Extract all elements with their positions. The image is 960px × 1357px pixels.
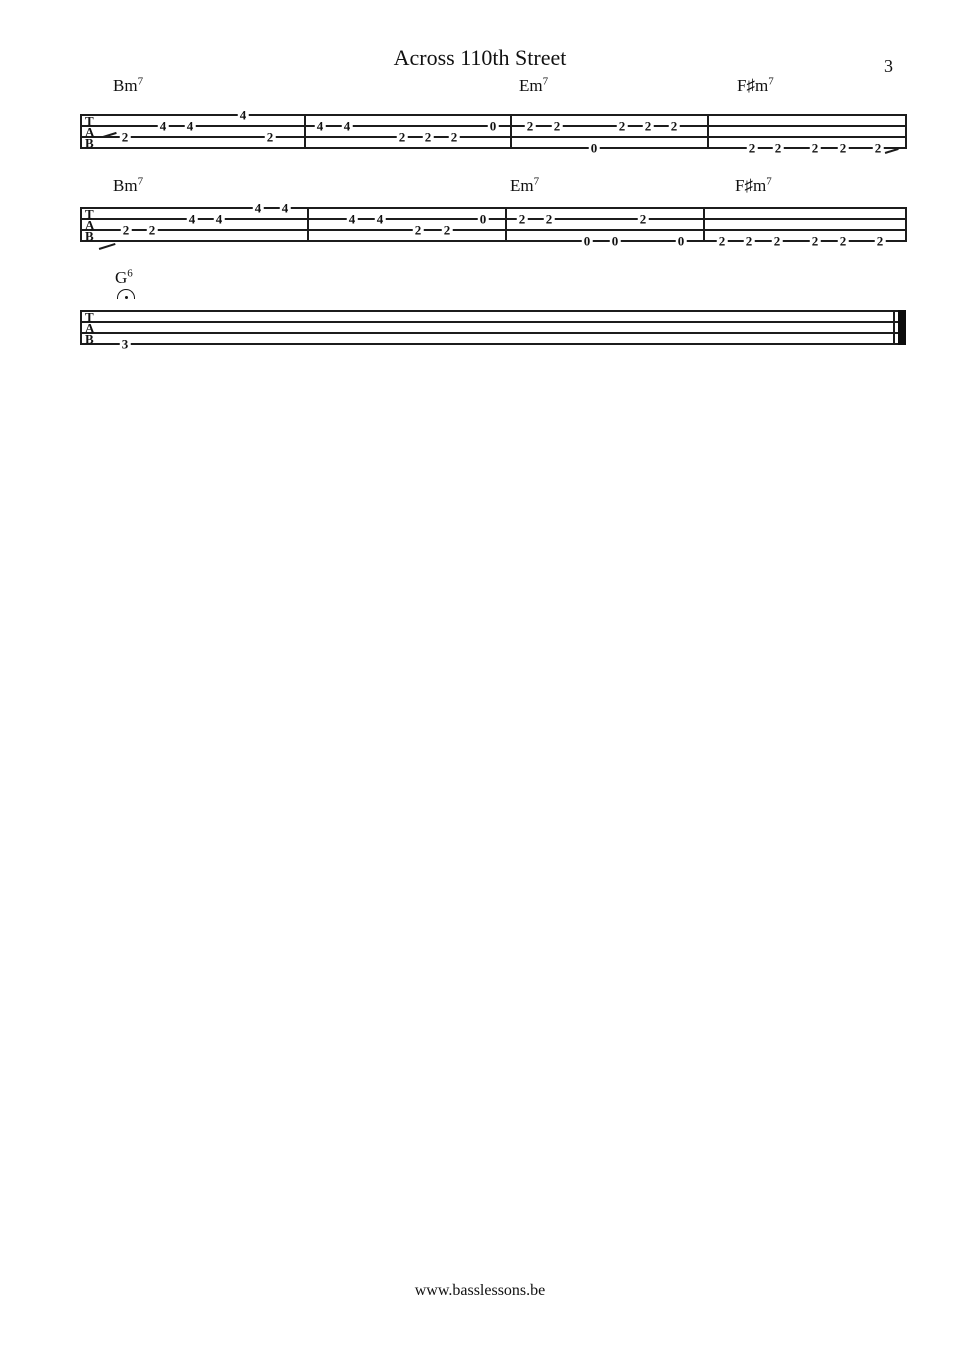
staff-line (80, 321, 905, 323)
chord-label (113, 177, 143, 194)
chord-label (735, 177, 772, 194)
barline (510, 114, 512, 149)
tab-clef-letter: B (85, 331, 94, 346)
chord-root: F♯m (735, 176, 767, 195)
chord-label (737, 77, 774, 94)
fret-number: 4 (376, 211, 384, 227)
fret-number: 0 (583, 233, 591, 249)
fret-number: 4 (254, 200, 262, 216)
fret-number: 2 (839, 140, 847, 156)
staff-line (80, 310, 905, 312)
fret-number: 2 (148, 222, 156, 238)
fret-number: 2 (644, 118, 652, 134)
fret-number: 2 (424, 129, 432, 145)
chord-root: Bm (113, 176, 138, 195)
chord-root: Em (510, 176, 534, 195)
staff-line (80, 207, 905, 209)
chord-extension: 7 (768, 75, 774, 88)
tab-clef-letter: T (85, 113, 94, 128)
tab-clef-letter: A (85, 124, 95, 139)
fret-number: 2 (266, 129, 274, 145)
chord-root: F♯m (737, 76, 769, 95)
fret-number: 4 (215, 211, 223, 227)
fret-number: 2 (518, 211, 526, 227)
fret-number: 2 (774, 140, 782, 156)
barline (80, 310, 82, 345)
fret-number: 4 (281, 200, 289, 216)
fret-number: 2 (639, 211, 647, 227)
fret-number: 2 (876, 233, 884, 249)
fret-number: 4 (316, 118, 324, 134)
fret-number: 4 (188, 211, 196, 227)
page-title: Across 110th Street (393, 45, 567, 70)
barline (505, 207, 507, 242)
fret-number: 2 (553, 118, 561, 134)
fret-number: 2 (773, 233, 781, 249)
fret-number: 4 (348, 211, 356, 227)
page-number: 3 (884, 56, 893, 76)
fret-number: 0 (611, 233, 619, 249)
fret-number: 2 (745, 233, 753, 249)
slide-mark (99, 243, 115, 250)
fret-number: 2 (414, 222, 422, 238)
fret-number: 2 (811, 233, 819, 249)
staff-line (80, 114, 905, 116)
fret-number: 0 (590, 140, 598, 156)
fret-number: 0 (677, 233, 685, 249)
barline (905, 114, 907, 149)
tab-clef-letter: B (85, 228, 94, 243)
fret-number: 2 (398, 129, 406, 145)
tab-clef-letter: A (85, 217, 95, 232)
staff-line (80, 343, 905, 345)
fret-number: 2 (618, 118, 626, 134)
barline (80, 207, 82, 242)
fret-number: 2 (545, 211, 553, 227)
fret-number: 4 (239, 107, 247, 123)
chord-extension: 7 (533, 175, 540, 188)
staff-line (80, 332, 905, 334)
tab-clef-letter: A (85, 320, 95, 335)
fermata-dot-icon (125, 296, 128, 299)
fret-number: 3 (121, 336, 129, 352)
staff-line (80, 136, 905, 138)
chord-label (510, 177, 539, 194)
barline (905, 207, 907, 242)
barline (304, 114, 306, 149)
footer-url: www.basslessons.be (414, 1282, 546, 1299)
tab-clef-letter: T (85, 309, 94, 324)
fret-number: 2 (718, 233, 726, 249)
chord-extension: 7 (137, 175, 144, 188)
fret-number: 2 (450, 129, 458, 145)
fret-number: 2 (121, 129, 129, 145)
fret-number: 0 (489, 118, 497, 134)
staff-line (80, 229, 905, 231)
fret-number: 2 (811, 140, 819, 156)
fret-number: 0 (479, 211, 487, 227)
fret-number: 2 (526, 118, 534, 134)
fret-number: 2 (670, 118, 678, 134)
barline (80, 114, 82, 149)
fret-number: 2 (874, 140, 882, 156)
final-thin-barline (893, 310, 895, 345)
fret-number: 2 (443, 222, 451, 238)
fret-number: 4 (343, 118, 351, 134)
tab-clef-letter: B (85, 135, 94, 150)
chord-extension: 7 (137, 75, 144, 88)
tab-clef-letter: T (85, 206, 94, 221)
chord-extension: 7 (542, 75, 549, 88)
chord-label (519, 77, 548, 94)
barline (703, 207, 705, 242)
fret-number: 2 (122, 222, 130, 238)
fret-number: 2 (748, 140, 756, 156)
chord-label (113, 77, 143, 94)
fret-number: 4 (159, 118, 167, 134)
chord-label (115, 269, 133, 286)
chord-root: Bm (113, 76, 138, 95)
fret-number: 2 (839, 233, 847, 249)
barline (307, 207, 309, 242)
chord-root: G (115, 268, 128, 287)
chord-root: Em (519, 76, 543, 95)
barline (707, 114, 709, 149)
final-thick-barline (898, 310, 906, 345)
chord-extension: 6 (127, 267, 133, 280)
staff-line (80, 218, 905, 220)
chord-extension: 7 (766, 175, 772, 188)
fret-number: 4 (186, 118, 194, 134)
